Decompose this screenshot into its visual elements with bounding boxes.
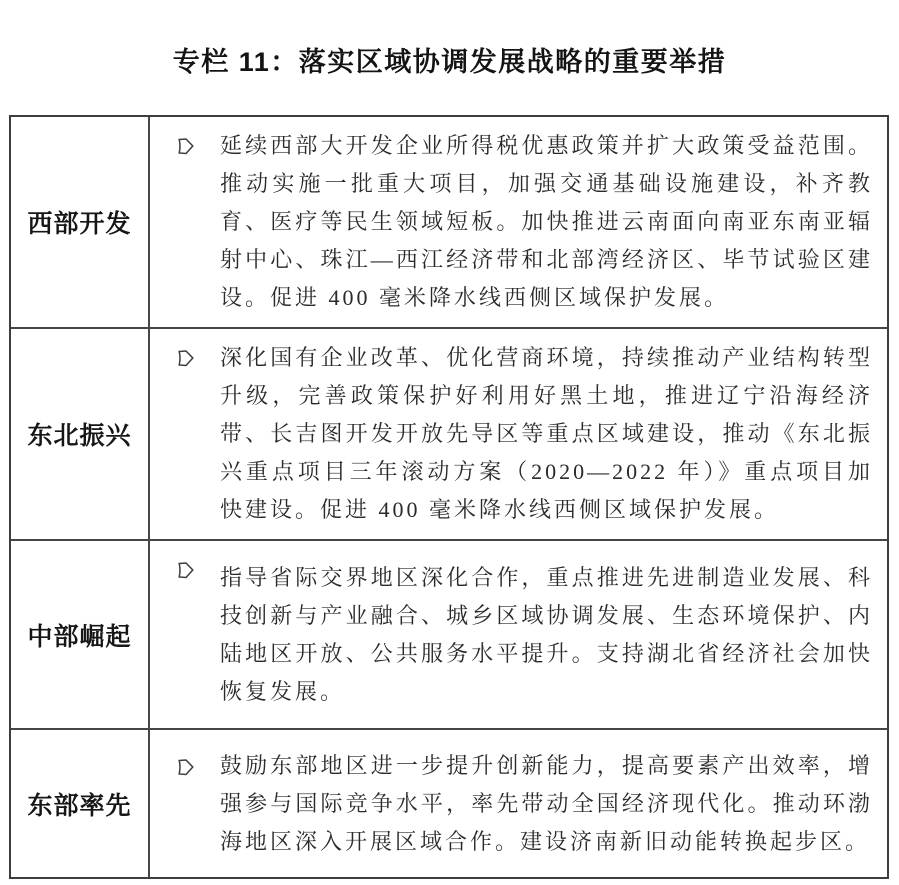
region-cell [11, 329, 150, 539]
region-label: 东部率先 [27, 791, 132, 820]
content-cell [150, 329, 887, 539]
region-cell [11, 117, 150, 327]
arrow-right-icon [174, 347, 194, 369]
content-cell [150, 730, 887, 877]
measure-text: 指导省际交界地区深化合作，重点推进先进制造业发展、科技创新与产业融合、城乡区域协调发展、生态环境保护、内陆地区开放、公共服务水平提升。支持湖北省经济社会加快恢复发展。 [220, 564, 873, 704]
region-cell [11, 541, 150, 728]
measure-text: 鼓励东部地区进一步提升创新能力，提高要素产出效率，增强参与国际竞争水平，率先带动全国经济现代化。推动环渤海地区深入开展区域合作。建设济南新旧动能转换起步区。 [220, 752, 873, 854]
arrow-right-icon [174, 135, 194, 157]
table-row [11, 327, 887, 539]
table-row [11, 539, 887, 728]
measure-text: 深化国有企业改革、优化营商环境，持续推动产业结构转型升级，完善政策保护好利用好黑土地，推进辽宁沿海经济带、长吉图开发开放先导区等重点区域建设，推动《东北振兴重点项目三年滚动方案（2020—2022 年）》重点项目加快建设。促进 400 毫米降水线西侧区域保护发展。 [220, 345, 873, 522]
measures-table [9, 115, 889, 879]
region-label: 西部开发 [27, 210, 132, 238]
page-title: 专栏 11：落实区域协调发展战略的重要举措 [172, 47, 727, 77]
measure-text: 延续西部大开发企业所得税优惠政策并扩大政策受益范围。推动实施一批重大项目，加强交通基础设施建设，补齐教育、医疗等民生领域短板。加快推进云南面向南亚东南亚辐射中心、珠江—西江经济带和北部湾经济区、毕节试验区建设。促进 400 毫米降水线西侧区域保护发展。 [220, 133, 873, 310]
content-cell [150, 117, 887, 327]
region-label: 东北振兴 [27, 422, 132, 450]
content-cell [150, 541, 887, 728]
arrow-right-icon [174, 559, 194, 581]
table-row [11, 117, 887, 327]
region-cell [11, 730, 150, 877]
table-row [11, 728, 887, 877]
arrow-right-icon [174, 756, 194, 778]
region-label: 中部崛起 [27, 622, 132, 651]
